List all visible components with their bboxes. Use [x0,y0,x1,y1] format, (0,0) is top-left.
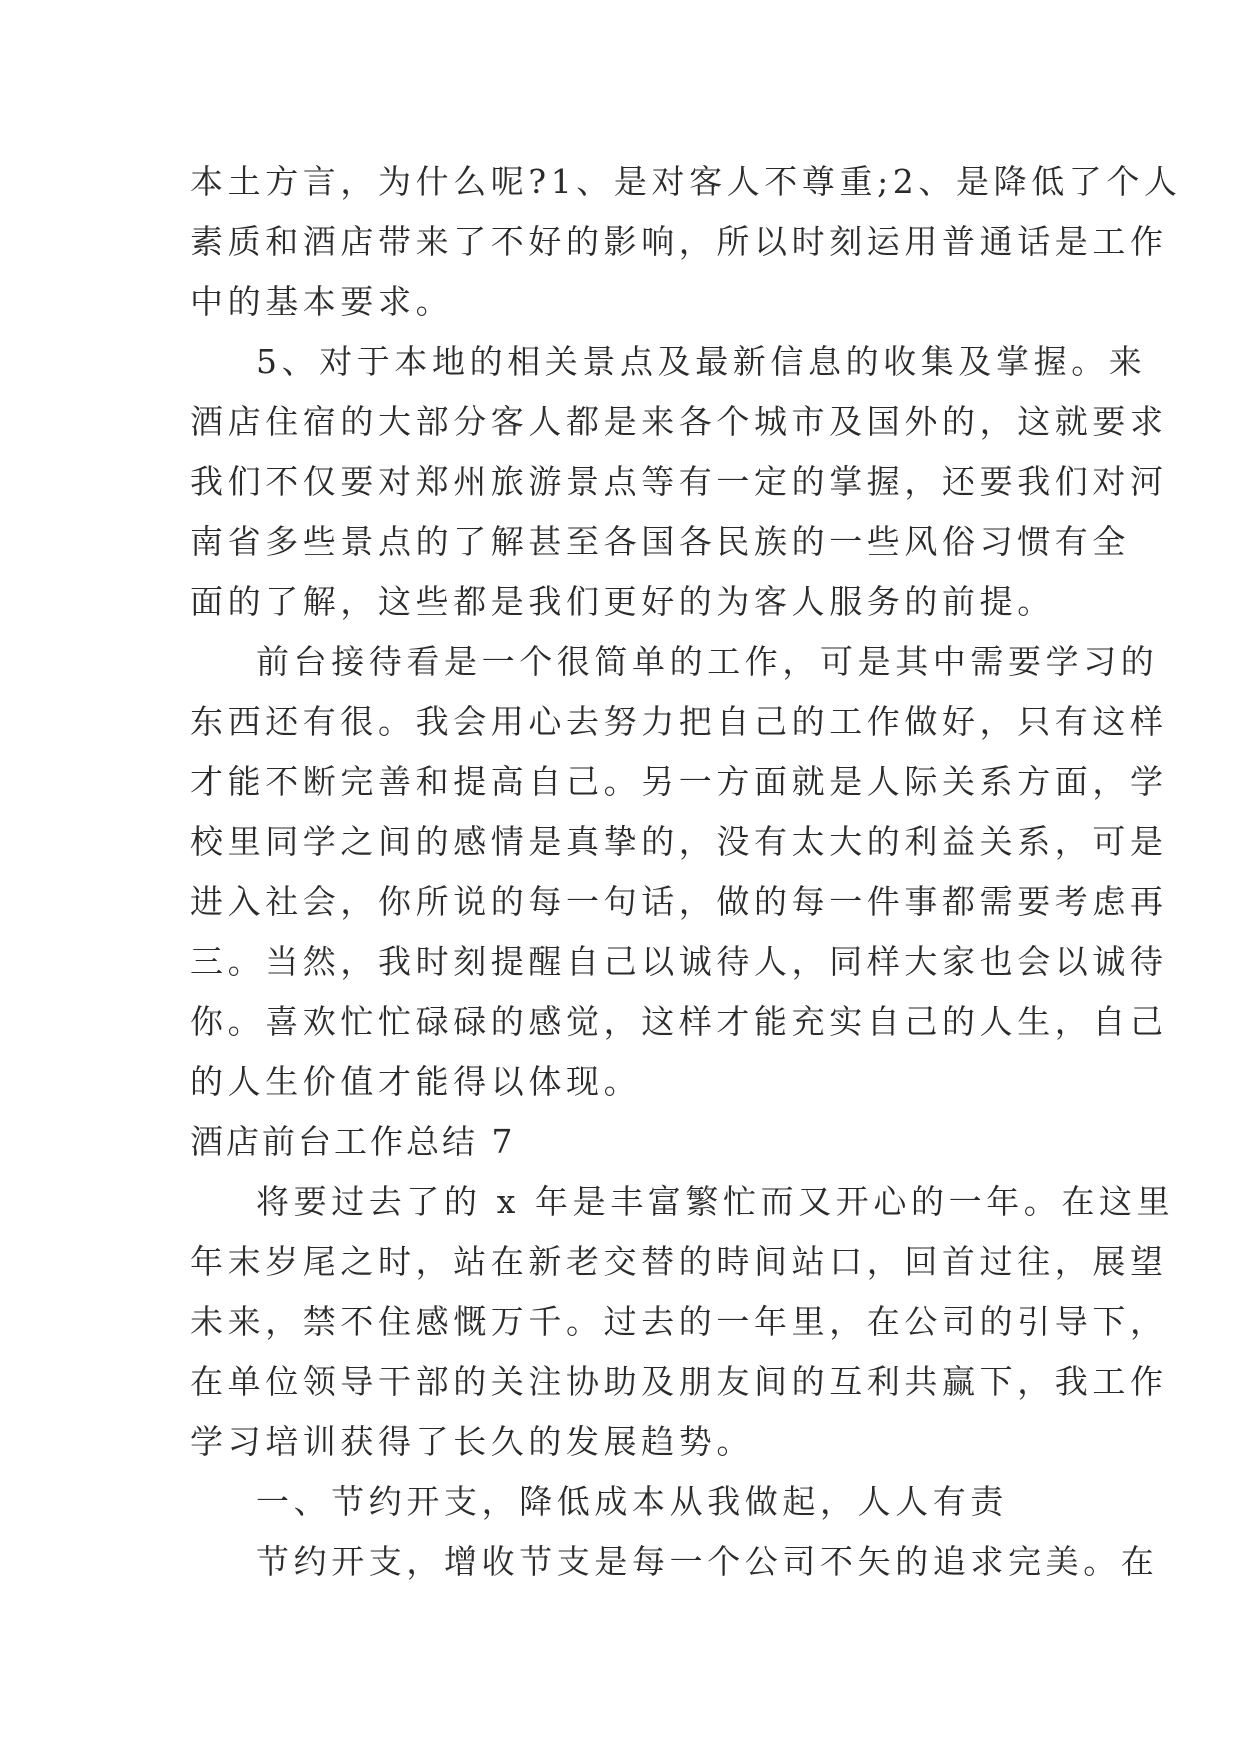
paragraph-line: 素质和酒店带来了不好的影响，所以时刻运用普通话是工作 [190,222,1168,261]
heading-text: 酒店前台工作总结 7 [190,1122,516,1161]
paragraph-line: 本土方言，为什么呢?1、是对客人不尊重;2、是降低了个人 [190,162,1182,201]
paragraph-line: 我们不仅要对郑州旅游景点等有一定的掌握，还要我们对河 [190,462,1168,501]
paragraph-line: 一、节约开支，降低成本从我做起，人人有责 [256,1482,1008,1521]
paragraph-line: 前台接待看是一个很简单的工作，可是其中需要学习的 [256,642,1159,681]
paragraph-line: 酒店住宿的大部分客人都是来各个城市及国外的，这就要求 [190,402,1168,441]
section-heading [190,1112,1060,1172]
paragraph [190,1472,1060,1532]
paragraph [190,632,1168,1112]
paragraph-line: 节约开支，增收节支是每一个公司不矢的追求完美。在 [256,1542,1159,1581]
paragraph-line: 年末岁尾之时，站在新老交替的時间站口，回首过往，展望 [190,1242,1168,1281]
paragraph-line: 才能不断完善和提高自己。另一方面就是人际关系方面，学 [190,762,1168,801]
paragraph-line: 中的基本要求。 [190,282,454,321]
paragraph-line: 三。当然，我时刻提醒自己以诚待人，同样大家也会以诚待 [190,942,1168,981]
paragraph [190,1172,1175,1472]
paragraph-line: 5、对于本地的相关景点及最新信息的收集及掌握。来 [256,342,1147,381]
paragraph-line: 的人生价值才能得以体现。 [190,1062,642,1101]
paragraph-line: 未来，禁不住感慨万千。过去的一年里，在公司的引导下， [190,1302,1168,1341]
paragraph-line: 你。喜欢忙忙碌碌的感觉，这样才能充实自己的人生，自己 [190,1002,1168,1041]
document-body [190,152,1182,1592]
paragraph-line: 东西还有很。我会用心去努力把自己的工作做好，只有这样 [190,702,1168,741]
paragraph [190,152,1182,332]
paragraph-line: 校里同学之间的感情是真挚的，没有太大的利益关系，可是 [190,822,1168,861]
paragraph-line: 将要过去了的 x 年是丰富繁忙而又开心的一年。在这里 [256,1182,1175,1221]
paragraph-line: 学习培训获得了长久的发展趋势。 [190,1422,754,1461]
paragraph-line: 进入社会，你所说的每一句话，做的每一件事都需要考虑再 [190,882,1168,921]
paragraph-line: 南省多些景点的了解甚至各国各民族的一些风俗习惯有全 [190,522,1130,561]
paragraph [190,1532,1159,1592]
paragraph [190,332,1168,632]
paragraph-line: 在单位领导干部的关注协助及朋友间的互利共赢下，我工作 [190,1362,1168,1401]
paragraph-line: 面的了解，这些都是我们更好的为客人服务的前提。 [190,582,1055,621]
